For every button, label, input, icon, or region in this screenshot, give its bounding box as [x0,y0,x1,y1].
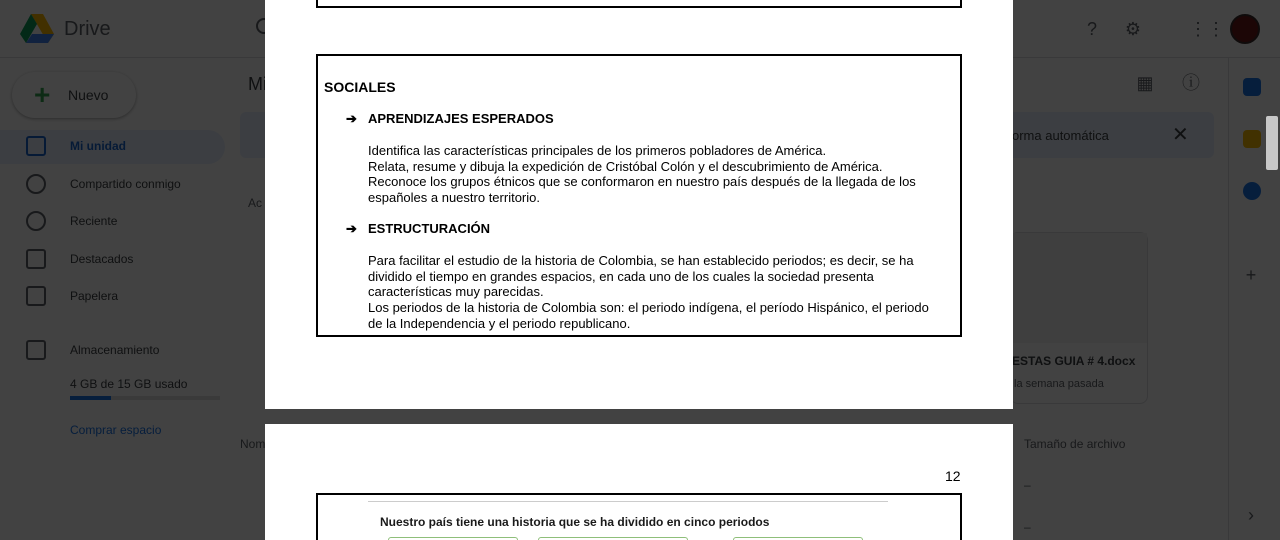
text-line: españoles a nuestro territorio. [368,190,540,206]
arrow-icon: ➔ [346,111,357,126]
box-title: Nuestro país tiene una historia que se ha dividido en cinco periodos [380,515,770,529]
page-number: 12 [945,468,961,484]
text-line: dividido el tiempo en grandes espacios, en cada uno de los cuales la sociedad presenta [368,268,874,284]
text-line: Relata, resume y dibuja la expedición de Cristóbal Colón y el descubrimiento de América. [368,158,883,174]
content-box [316,54,962,337]
subheading-text: ESTRUCTURACIÓN [368,221,491,236]
paragraph [368,253,958,332]
scrollbar[interactable] [1266,116,1278,170]
subheading-text: APRENDIZAJES ESPERADOS [368,111,554,126]
content-box [316,493,962,540]
subheading-aprendizajes [346,111,554,127]
text-line: de la Independencia y el periodo republicano. [368,315,631,331]
paragraph [368,143,958,206]
text-line: Identifica las características principales de los primeros pobladores de América. [368,143,827,158]
arrow-icon: ➔ [346,221,357,236]
divider [368,501,888,502]
text-line: características muy parecidas. [368,284,544,300]
text-line: Los periodos de la historia de Colombia son: el periodo indígena, el período Hispánico, el periodo [368,300,929,316]
document-page [265,0,1013,409]
document-page [265,424,1013,540]
text-line: Reconoce los grupos étnicos que se conformaron en nuestro país después de la llegada de los [368,174,916,190]
subheading-estructuracion [346,221,490,237]
section-title: SOCIALES [324,79,396,95]
previous-box-border [316,0,962,8]
text-line: Para facilitar el estudio de la historia de Colombia, se han establecido periodos; es decir, se ha [368,253,914,268]
